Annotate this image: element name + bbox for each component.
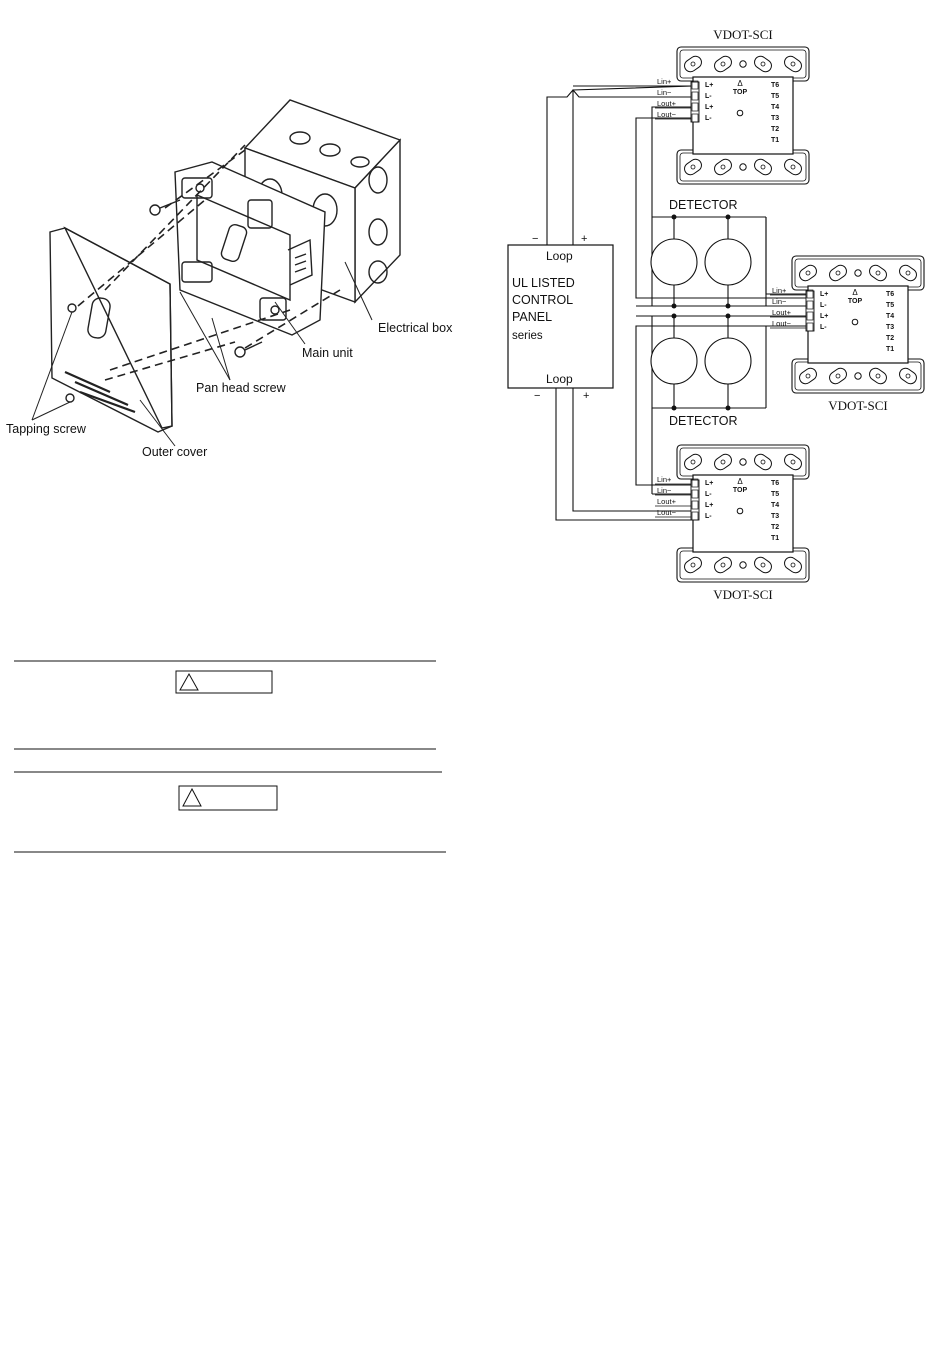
panel-name-line-2: CONTROL bbox=[512, 293, 574, 307]
top-arrow-icon: Δ bbox=[737, 477, 743, 486]
terminal-label: T6 bbox=[771, 480, 780, 487]
pan-head-screw-label: Pan head screw bbox=[196, 381, 286, 395]
panel-name-line-1: UL LISTED bbox=[512, 276, 575, 290]
caution-triangle-icon bbox=[183, 789, 201, 806]
detector-label-2: DETECTOR bbox=[669, 414, 738, 428]
terminal-label: L+ bbox=[820, 313, 829, 320]
terminal-label: L- bbox=[820, 324, 827, 331]
terminal-label: T1 bbox=[771, 137, 780, 144]
terminal-label: T3 bbox=[771, 513, 780, 520]
terminal-label: T3 bbox=[771, 115, 780, 122]
terminal-label: T6 bbox=[771, 82, 780, 89]
wire-label: Lout− bbox=[657, 508, 676, 517]
wire-label: Lout− bbox=[657, 110, 676, 119]
warning-block-1 bbox=[14, 661, 436, 749]
warning-block-2 bbox=[14, 772, 446, 852]
panel-loop-bottom: Loop bbox=[546, 372, 573, 386]
wire-label: Lout+ bbox=[657, 497, 676, 506]
tapping-screw-label: Tapping screw bbox=[6, 422, 86, 436]
terminal-label: L- bbox=[705, 513, 712, 520]
control-panel bbox=[508, 233, 613, 402]
terminal-label: L+ bbox=[705, 480, 714, 487]
top-marker: TOP bbox=[732, 89, 748, 96]
detector-circle bbox=[651, 338, 697, 384]
terminal-label: T2 bbox=[771, 524, 780, 531]
module-title: VDOT-SCI bbox=[828, 398, 888, 413]
terminal-label: L+ bbox=[705, 104, 714, 111]
wire-label: Lin+ bbox=[657, 475, 672, 484]
terminal-label: T3 bbox=[886, 324, 895, 331]
panel-name-line-3: PANEL bbox=[512, 310, 553, 324]
vdot-sci-module-3 bbox=[655, 445, 809, 602]
vdot-sci-module-1 bbox=[655, 27, 809, 184]
detector-circle bbox=[705, 239, 751, 285]
terminal-label: T4 bbox=[886, 313, 895, 320]
terminal-label: L- bbox=[705, 491, 712, 498]
wiring-diagram bbox=[508, 27, 924, 602]
top-arrow-icon: Δ bbox=[852, 288, 858, 297]
top-marker: TOP bbox=[732, 487, 748, 494]
detector-circle bbox=[705, 338, 751, 384]
outer-cover-label: Outer cover bbox=[142, 445, 208, 459]
wire-label: Lout+ bbox=[772, 308, 791, 317]
terminal-label: T2 bbox=[886, 335, 895, 342]
terminal-label: T5 bbox=[771, 491, 780, 498]
terminal-label: T1 bbox=[771, 535, 780, 542]
terminal-label: L+ bbox=[705, 82, 714, 89]
terminal-label: L- bbox=[820, 302, 827, 309]
vdot-sci-module-2 bbox=[770, 256, 924, 413]
top-marker: TOP bbox=[847, 298, 863, 305]
detector-group-1 bbox=[651, 198, 751, 309]
detector-label-1: DETECTOR bbox=[669, 198, 738, 212]
terminal-label: T2 bbox=[771, 126, 780, 133]
panel-top-minus: − bbox=[532, 233, 539, 245]
panel-loop-top: Loop bbox=[546, 249, 573, 263]
main-unit-label: Main unit bbox=[302, 346, 353, 360]
module-title: VDOT-SCI bbox=[713, 587, 773, 602]
electrical-box-label: Electrical box bbox=[378, 321, 453, 335]
panel-bottom-plus: + bbox=[583, 390, 590, 402]
wire-label: Lout− bbox=[772, 319, 791, 328]
terminal-label: T6 bbox=[886, 291, 895, 298]
panel-name-line-4: series bbox=[512, 330, 543, 342]
wire-label: Lin− bbox=[657, 486, 672, 495]
wire-label: Lin− bbox=[772, 297, 787, 306]
terminal-label: T4 bbox=[771, 502, 780, 509]
wire-label: Lin+ bbox=[657, 77, 672, 86]
detector-group-2 bbox=[651, 314, 751, 429]
warning-triangle-icon bbox=[180, 674, 198, 690]
tapping-screw-top bbox=[68, 304, 76, 312]
terminal-label: T1 bbox=[886, 346, 895, 353]
panel-top-plus: + bbox=[581, 233, 588, 245]
terminal-label: T5 bbox=[886, 302, 895, 309]
tapping-screw-bottom bbox=[66, 394, 74, 402]
terminal-label: T4 bbox=[771, 104, 780, 111]
wire-label: Lin− bbox=[657, 88, 672, 97]
terminal-label: T5 bbox=[771, 93, 780, 100]
terminal-label: L- bbox=[705, 115, 712, 122]
module-title: VDOT-SCI bbox=[713, 27, 773, 42]
terminal-label: L+ bbox=[705, 502, 714, 509]
terminal-label: L+ bbox=[820, 291, 829, 298]
panel-bottom-minus: − bbox=[534, 390, 541, 402]
wire-label: Lin+ bbox=[772, 286, 787, 295]
pan-head-screw-bottom bbox=[235, 342, 262, 357]
top-arrow-icon: Δ bbox=[737, 79, 743, 88]
terminal-label: L- bbox=[705, 93, 712, 100]
wire-label: Lout+ bbox=[657, 99, 676, 108]
detector-circle bbox=[651, 239, 697, 285]
